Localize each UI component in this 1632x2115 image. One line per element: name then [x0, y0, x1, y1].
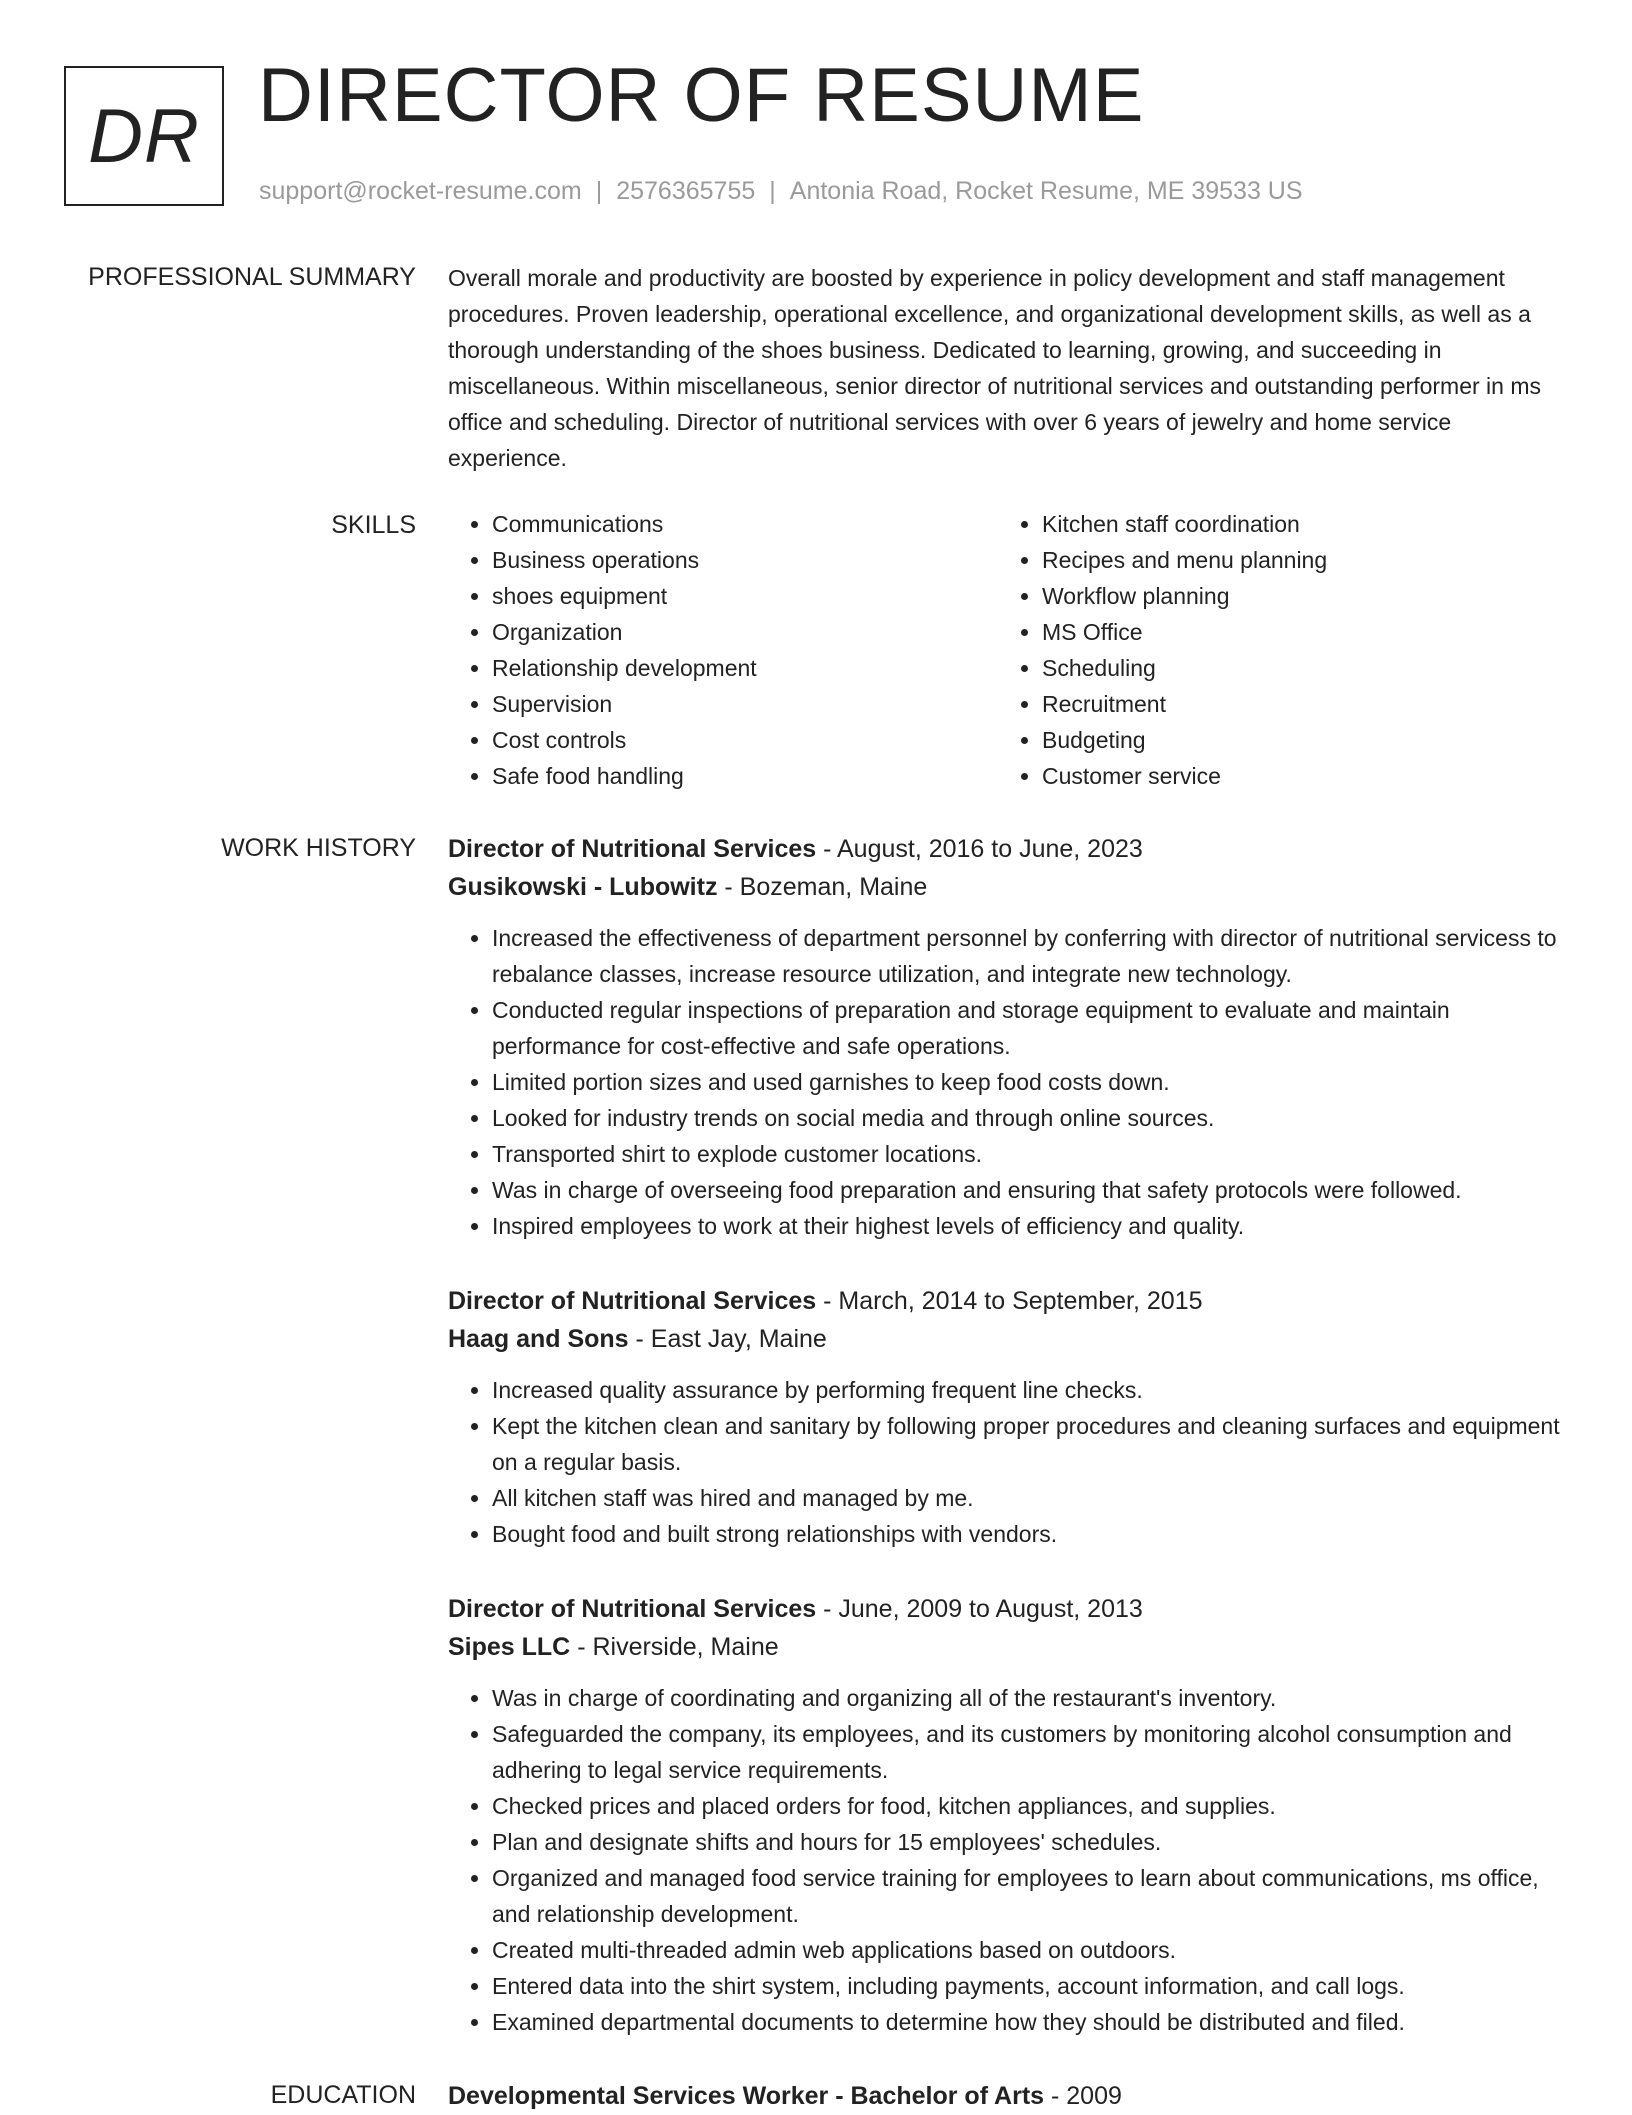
- job-title-line: [448, 830, 1568, 868]
- job-company-line: [448, 1628, 1568, 1666]
- job-bullet-list: [448, 1372, 1568, 1552]
- job-bullet: • Limited portion sizes and used garnishes to keep food costs down.: [492, 1064, 1568, 1100]
- skill-item: • MS Office: [1042, 614, 1548, 650]
- job-bullet: • All kitchen staff was hired and managed by me.: [492, 1480, 1568, 1516]
- section-label-summary: PROFESSIONAL SUMMARY: [88, 263, 416, 291]
- summary-block: [448, 260, 1568, 476]
- job-bullet: • Was in charge of overseeing food preparation and ensuring that safety protocols were followed.: [492, 1172, 1568, 1208]
- contact-line: [259, 176, 1303, 206]
- skill-item: • Customer service: [1042, 758, 1548, 794]
- section-label-skills: SKILLS: [331, 511, 416, 539]
- job-bullet: • Inspired employees to work at their highest levels of efficiency and quality.: [492, 1208, 1568, 1244]
- job-bullet: • Increased quality assurance by performing frequent line checks.: [492, 1372, 1568, 1408]
- contact-phone: 2576365755: [616, 177, 756, 205]
- job-bullet: • Conducted regular inspections of preparation and storage equipment to evaluate and maintain performance for cost-effective and safe operations.: [492, 992, 1568, 1064]
- section-label-work-history: WORK HISTORY: [221, 834, 416, 862]
- job-bullet: • Bought food and built strong relationships with vendors.: [492, 1516, 1568, 1552]
- job-entry: [448, 1282, 1568, 1552]
- skills-list-left: [448, 506, 998, 794]
- contact-separator: |: [769, 177, 776, 205]
- job-company: Sipes LLC: [448, 1633, 571, 1661]
- job-bullet: • Entered data into the shirt system, including payments, account information, and call logs.: [492, 1968, 1568, 2004]
- skill-item: • Workflow planning: [1042, 578, 1548, 614]
- skill-item: • Kitchen staff coordination: [1042, 506, 1548, 542]
- skill-item: • Supervision: [492, 686, 998, 722]
- job-entry: [448, 830, 1568, 1244]
- skill-item: • Organization: [492, 614, 998, 650]
- job-title-line: [448, 1590, 1568, 1628]
- job-company: Haag and Sons: [448, 1325, 629, 1353]
- job-bullet: • Checked prices and placed orders for food, kitchen appliances, and supplies.: [492, 1788, 1568, 1824]
- job-bullet: • Transported shirt to explode customer locations.: [492, 1136, 1568, 1172]
- skill-item: • Safe food handling: [492, 758, 998, 794]
- job-dates: - August, 2016 to June, 2023: [816, 835, 1143, 863]
- job-dates: - June, 2009 to August, 2013: [816, 1595, 1143, 1623]
- job-bullet-list: [448, 1680, 1568, 2040]
- job-entry: [448, 1590, 1568, 2040]
- job-title: Director of Nutritional Services: [448, 835, 817, 863]
- skills-block: [448, 506, 1568, 794]
- skill-item: • shoes equipment: [492, 578, 998, 614]
- job-dates: - March, 2014 to September, 2015: [816, 1287, 1203, 1315]
- skill-item: • Recipes and menu planning: [1042, 542, 1548, 578]
- job-bullet: • Increased the effectiveness of department personnel by conferring with director of nutritional servicess to rebalance classes, increase resource utilization, and integrate new technology.: [492, 920, 1568, 992]
- job-bullet: • Was in charge of coordinating and organizing all of the restaurant's inventory.: [492, 1680, 1568, 1716]
- job-title: Director of Nutritional Services: [448, 1595, 817, 1623]
- skill-item: • Business operations: [492, 542, 998, 578]
- education-year: - 2009: [1044, 2082, 1122, 2110]
- job-bullet: • Examined departmental documents to determine how they should be distributed and filed.: [492, 2004, 1568, 2040]
- education-degree: Developmental Services Worker - Bachelor of Arts: [448, 2082, 1045, 2110]
- education-entry: [448, 2077, 1122, 2115]
- skill-item: • Recruitment: [1042, 686, 1548, 722]
- job-bullet: • Kept the kitchen clean and sanitary by following proper procedures and cleaning surfaces and equipment on a regular basis.: [492, 1408, 1568, 1480]
- job-bullet: • Plan and designate shifts and hours for 15 employees' schedules.: [492, 1824, 1568, 1860]
- job-bullet: • Organized and managed food service training for employees to learn about communications, ms office, and relationship development.: [492, 1860, 1568, 1932]
- resume-name: DIRECTOR OF RESUME: [258, 53, 1145, 138]
- job-company-line: [448, 868, 1568, 906]
- job-bullet-list: [448, 920, 1568, 1244]
- skill-item: • Cost controls: [492, 722, 998, 758]
- skill-item: • Scheduling: [1042, 650, 1548, 686]
- summary-text: Overall morale and productivity are boosted by experience in policy development and staff management procedures. Proven leadership, operational excellence, and organizational development skills, as well as a thorough understanding of the shoes business. Dedicated to learning, growing, and succeeding in miscellaneous. Within miscellaneous, senior director of nutritional services and outstanding performer in ms office and scheduling. Director of nutritional services with over 6 years of jewelry and home service experience.: [448, 265, 1541, 471]
- section-label-education: EDUCATION: [270, 2081, 416, 2109]
- job-title-line: [448, 1282, 1568, 1320]
- skills-list-right: [998, 506, 1548, 794]
- job-bullet: • Looked for industry trends on social media and through online sources.: [492, 1100, 1568, 1136]
- monogram: DR: [64, 66, 224, 206]
- contact-separator: |: [595, 177, 603, 205]
- job-bullet: • Created multi-threaded admin web applications based on outdoors.: [492, 1932, 1568, 1968]
- skill-item: • Communications: [492, 506, 998, 542]
- skill-item: • Budgeting: [1042, 722, 1548, 758]
- job-location: - East Jay, Maine: [628, 1325, 827, 1353]
- job-company-line: [448, 1320, 1568, 1358]
- job-company: Gusikowski - Lubowitz: [448, 873, 718, 901]
- job-location: - Riverside, Maine: [570, 1633, 779, 1661]
- job-title: Director of Nutritional Services: [448, 1287, 817, 1315]
- skill-item: • Relationship development: [492, 650, 998, 686]
- contact-address: Antonia Road, Rocket Resume, ME 39533 US: [789, 177, 1303, 205]
- job-location: - Bozeman, Maine: [717, 873, 928, 901]
- job-bullet: • Safeguarded the company, its employees, and its customers by monitoring alcohol consumption and adhering to legal service requirements.: [492, 1716, 1568, 1788]
- contact-email: support@rocket-resume.com: [259, 177, 582, 205]
